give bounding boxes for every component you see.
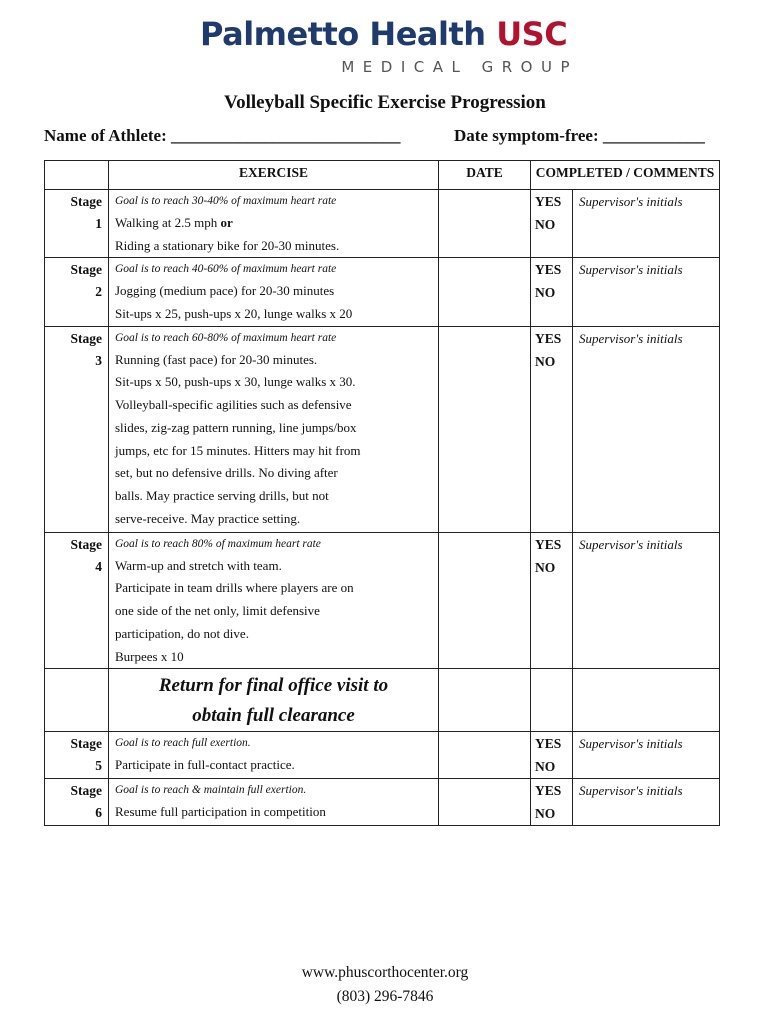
supervisor-initials-label: Supervisor's initials bbox=[579, 194, 683, 209]
yes-option[interactable]: YES bbox=[535, 783, 562, 799]
exercise-instruction-text: slides, zig-zag pattern running, line jumps/box bbox=[115, 419, 357, 435]
logo-wordmark bbox=[200, 16, 580, 52]
exercise-instruction bbox=[115, 417, 438, 440]
logo-text-usc: USC bbox=[496, 15, 568, 53]
date-completed-cell[interactable] bbox=[439, 532, 531, 668]
no-option[interactable]: NO bbox=[535, 285, 556, 301]
exercise-instruction bbox=[115, 485, 438, 508]
footer-website: www.phuscorthocenter.org bbox=[301, 964, 469, 981]
stage-row bbox=[45, 779, 720, 826]
return-visit-stage-cell bbox=[45, 669, 109, 732]
exercise-cell bbox=[109, 326, 439, 532]
exercise-instruction-text: set, but no defensive drills. No diving after bbox=[115, 465, 338, 481]
organization-logo bbox=[200, 16, 580, 76]
date-completed-cell[interactable] bbox=[439, 779, 531, 826]
return-visit-row bbox=[45, 669, 720, 732]
return-visit-line-2: obtain full clearance bbox=[192, 705, 355, 727]
date-symptom-free-field: Date symptom-free: ____________ bbox=[454, 126, 705, 145]
exercise-instruction bbox=[115, 600, 438, 623]
exercise-instruction-text: Jogging (medium pace) for 20-30 minutes bbox=[115, 283, 335, 299]
stage-number: 4 bbox=[95, 558, 102, 574]
supervisor-initials-label: Supervisor's initials bbox=[579, 536, 683, 552]
heart-rate-goal: Goal is to reach full exertion. bbox=[115, 737, 251, 750]
date-completed-cell[interactable] bbox=[439, 326, 531, 532]
exercise-instruction bbox=[115, 801, 438, 824]
exercise-cell bbox=[109, 732, 439, 779]
stage-number-cell bbox=[45, 732, 109, 779]
stage-number-cell bbox=[45, 190, 109, 258]
exercise-instruction bbox=[115, 508, 438, 531]
yes-no-cell bbox=[531, 732, 573, 779]
exercise-instruction-text: Riding a stationary bike for 20-30 minutes. bbox=[115, 237, 340, 253]
exercise-instruction-text: Resume full participation in competition bbox=[115, 804, 326, 820]
exercise-cell bbox=[109, 532, 439, 668]
exercise-instruction bbox=[115, 371, 438, 394]
exercise-instruction bbox=[115, 303, 438, 326]
date-completed-cell[interactable] bbox=[439, 190, 531, 258]
stage-number-cell bbox=[45, 532, 109, 668]
heart-rate-goal: Goal is to reach & maintain full exertion. bbox=[115, 784, 307, 797]
no-option[interactable]: NO bbox=[535, 559, 556, 575]
stage-label: Stage bbox=[70, 536, 102, 552]
heart-rate-goal: Goal is to reach 80% of maximum heart rate bbox=[115, 537, 321, 550]
stage-number: 3 bbox=[95, 352, 102, 368]
comments-cell[interactable] bbox=[573, 732, 720, 779]
footer-phone: (803) 296-7846 bbox=[336, 988, 434, 1005]
return-visit-comments-cell[interactable] bbox=[573, 669, 720, 732]
exercise-instruction-text: Volleyball-specific agilities such as defensive bbox=[115, 397, 352, 413]
heart-rate-goal: Goal is to reach 60-80% of maximum heart rate bbox=[115, 331, 337, 344]
exercise-instruction-text: Sit-ups x 25, push-ups x 20, lunge walks x 20 bbox=[115, 306, 353, 322]
logo-text-main: Palmetto Health bbox=[200, 15, 497, 53]
yes-option[interactable]: YES bbox=[535, 330, 562, 346]
exercise-cell bbox=[109, 779, 439, 826]
exercise-instruction bbox=[115, 394, 438, 417]
exercise-instruction bbox=[115, 646, 438, 669]
stage-number-cell bbox=[45, 326, 109, 532]
stage-number-cell bbox=[45, 779, 109, 826]
date-completed-cell[interactable] bbox=[439, 258, 531, 326]
return-visit-line-1: Return for final office visit to bbox=[158, 675, 389, 697]
logo-subtitle: MEDICAL GROUP bbox=[341, 58, 578, 76]
stage-row bbox=[45, 732, 720, 779]
exercise-instruction-text: Warm-up and stretch with team. bbox=[115, 557, 282, 573]
header-date: DATE bbox=[439, 161, 531, 190]
exercise-instruction-text: one side of the net only, limit defensive bbox=[115, 603, 320, 619]
exercise-instruction bbox=[115, 577, 438, 600]
date-completed-cell[interactable] bbox=[439, 732, 531, 779]
stage-label: Stage bbox=[70, 194, 102, 209]
exercise-instruction-text: jumps, etc for 15 minutes. Hitters may hit from bbox=[115, 442, 361, 458]
return-visit-yn-cell bbox=[531, 669, 573, 732]
yes-no-cell bbox=[531, 326, 573, 532]
stage-label: Stage bbox=[70, 783, 102, 799]
return-visit-notice bbox=[109, 669, 439, 732]
exercise-instruction bbox=[115, 623, 438, 646]
exercise-cell bbox=[109, 258, 439, 326]
supervisor-initials-label: Supervisor's initials bbox=[579, 262, 683, 278]
exercise-instruction-text: Participate in team drills where players are on bbox=[115, 580, 354, 596]
exercise-instruction-text: Burpees x 10 bbox=[115, 648, 184, 664]
stage-label: Stage bbox=[70, 262, 102, 278]
exercise-instruction bbox=[115, 555, 438, 578]
comments-cell[interactable] bbox=[573, 326, 720, 532]
return-visit-date-cell[interactable] bbox=[439, 669, 531, 732]
yes-option[interactable]: YES bbox=[535, 262, 562, 278]
header-completed-comments: COMPLETED / COMMENTS bbox=[531, 161, 720, 190]
stage-number: 1 bbox=[95, 216, 102, 231]
exercise-instruction bbox=[115, 754, 438, 777]
comments-cell[interactable] bbox=[573, 190, 720, 258]
exercise-instruction bbox=[115, 280, 438, 303]
comments-cell[interactable] bbox=[573, 532, 720, 668]
exercise-or-connector: or bbox=[220, 215, 233, 230]
stage-number: 6 bbox=[95, 805, 102, 821]
yes-no-cell bbox=[531, 532, 573, 668]
exercise-instruction-text: Participate in full-contact practice. bbox=[115, 757, 295, 773]
exercise-instruction bbox=[115, 440, 438, 463]
yes-option[interactable]: YES bbox=[535, 736, 562, 752]
yes-option[interactable]: YES bbox=[535, 536, 562, 552]
comments-cell[interactable] bbox=[573, 258, 720, 326]
no-option[interactable]: NO bbox=[535, 217, 556, 232]
exercise-instruction-text: Walking at 2.5 mph bbox=[115, 215, 221, 230]
stage-number: 2 bbox=[95, 284, 102, 300]
footer bbox=[0, 961, 770, 1009]
exercise-instruction bbox=[115, 212, 438, 235]
stage-row bbox=[45, 532, 720, 668]
heart-rate-goal: Goal is to reach 40-60% of maximum heart rate bbox=[115, 263, 337, 276]
heart-rate-goal: Goal is to reach 30-40% of maximum heart rate bbox=[115, 195, 337, 207]
yes-no-cell bbox=[531, 190, 573, 258]
document-title: Volleyball Specific Exercise Progression bbox=[224, 92, 546, 113]
exercise-instruction-text: Running (fast pace) for 20-30 minutes. bbox=[115, 351, 318, 367]
stage-number-cell bbox=[45, 258, 109, 326]
exercise-cell bbox=[109, 190, 439, 258]
supervisor-initials-label: Supervisor's initials bbox=[579, 330, 683, 346]
supervisor-initials-label: Supervisor's initials bbox=[579, 783, 683, 799]
exercise-instruction bbox=[115, 462, 438, 485]
supervisor-initials-label: Supervisor's initials bbox=[579, 736, 683, 752]
no-option[interactable]: NO bbox=[535, 759, 556, 775]
stage-number: 5 bbox=[95, 758, 102, 774]
table-header-row bbox=[45, 161, 720, 190]
stage-row bbox=[45, 258, 720, 326]
header-stage bbox=[45, 161, 109, 190]
stage-row bbox=[45, 326, 720, 532]
yes-no-cell bbox=[531, 258, 573, 326]
no-option[interactable]: NO bbox=[535, 353, 556, 369]
exercise-instruction bbox=[115, 235, 438, 258]
athlete-name-field: Name of Athlete: ___________________________ bbox=[44, 126, 401, 145]
exercise-instruction-text: balls. May practice serving drills, but not bbox=[115, 487, 329, 503]
exercise-progression-table bbox=[44, 160, 720, 826]
comments-cell[interactable] bbox=[573, 779, 720, 826]
exercise-instruction-text: Sit-ups x 50, push-ups x 30, lunge walks x 30. bbox=[115, 374, 356, 390]
stage-label: Stage bbox=[70, 736, 102, 752]
yes-no-cell bbox=[531, 779, 573, 826]
exercise-instruction bbox=[115, 349, 438, 372]
exercise-instruction-text: serve-receive. May practice setting. bbox=[115, 510, 301, 526]
stage-row bbox=[45, 190, 720, 258]
no-option[interactable]: NO bbox=[535, 806, 556, 822]
exercise-instruction-text: participation, do not dive. bbox=[115, 625, 249, 641]
yes-option[interactable]: YES bbox=[535, 194, 562, 209]
header-exercise: EXERCISE bbox=[109, 161, 439, 190]
stage-label: Stage bbox=[70, 330, 102, 346]
